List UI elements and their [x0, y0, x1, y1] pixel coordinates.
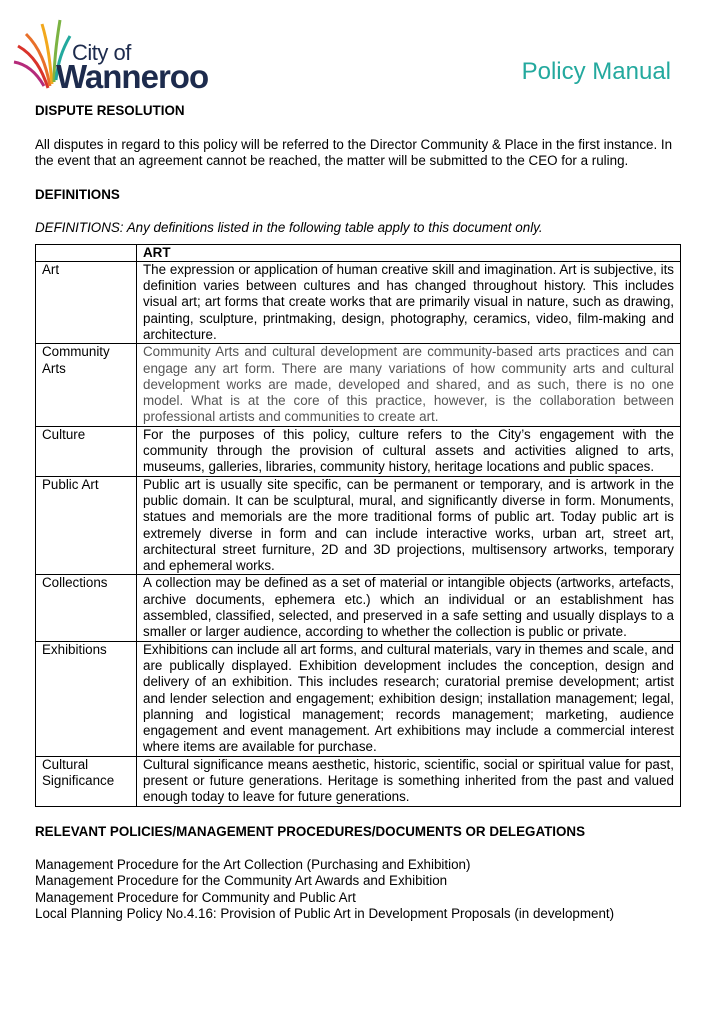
table-row: [36, 575, 681, 641]
term-cell: Collections: [36, 575, 137, 641]
definition-cell: Cultural significance means aesthetic, historic, scientific, social or spiritual value for past, present or future generations. Heritage is something inherited from the past and valued enough today to leave for future generations.: [137, 756, 681, 806]
definitions-intro: DEFINITIONS: Any definitions listed in the following table apply to this document only.: [35, 220, 543, 235]
logo-city-text: City of: [72, 40, 131, 65]
definition-cell: Public art is usually site specific, can be permanent or temporary, and is artwork in the public domain. It can be sculptural, mural, and significantly diverse in form. Monuments, statues and memorials are the more traditional forms of public art. Today public art is extremely diverse in form and can include interactive works, urban art, street art, architectural street furniture, 2D and 3D projections, multisensory artworks, temporary and ephemeral works.: [137, 476, 681, 575]
table-header: ART: [137, 244, 681, 261]
definition-cell: Community Arts and cultural development are community-based arts practices and can engage any art form. There are many variations of how community arts and cultural development works are made, developed and shared, and as such, there is no one model. What is at the core of this practice, however, is the collaboration between professional artists and communities to create art.: [137, 344, 681, 426]
relevant-item: Management Procedure for the Community Art Awards and Exhibition: [35, 873, 448, 889]
definition-cell: The expression or application of human creative skill and imagination. Art is subjective, its definition varies between cultures and has changed throughout history. This includes visual art; art forms that create works that are primarily visual in nature, such as drawing, painting, sculpture, printmaking, design, photography, ceramics, video, film-making and architecture.: [137, 261, 681, 343]
table-row: [36, 426, 681, 476]
document-body: [35, 103, 681, 922]
relevant-list: [35, 857, 681, 922]
table-row: [36, 344, 681, 426]
relevant-heading: RELEVANT POLICIES/MANAGEMENT PROCEDURES/DOCUMENTS OR DELEGATIONS: [35, 823, 586, 839]
definition-cell: A collection may be defined as a set of material or intangible objects (artworks, artefacts, archive documents, ephemera etc.) which an individual or an establishment has assembled, classified, selected, and preserved in a safe setting and usually displays to a smaller or larger audience, according to whether the collection is public or private.: [137, 575, 681, 641]
term-cell: Cultural Significance: [36, 756, 137, 806]
table-row: [36, 756, 681, 806]
relevant-item: Management Procedure for the Art Collection (Purchasing and Exhibition): [35, 857, 471, 873]
dispute-text: All disputes in regard to this policy will be referred to the Director Community & Place in the first instance. In the event that an agreement cannot be reached, the matter will be submitted to the CEO for a ruling.: [35, 136, 673, 168]
term-cell: Public Art: [36, 476, 137, 575]
definitions-table: [35, 244, 681, 807]
table-row: [36, 476, 681, 575]
term-cell: Community Arts: [36, 344, 137, 426]
dispute-heading: DISPUTE RESOLUTION: [35, 103, 185, 118]
table-header-row: [36, 244, 681, 261]
term-cell: Culture: [36, 426, 137, 476]
table-row: [36, 261, 681, 343]
term-cell: Exhibitions: [36, 641, 137, 756]
term-cell: Art: [36, 261, 137, 343]
definition-cell: Exhibitions can include all art forms, and cultural materials, vary in themes and scale, and are publically displayed. Exhibition development includes the conception, design and delivery of an exhibition. This includes research; curatorial premise development; artist and lender selection and engagement; exhibition design; installation management; legal, planning and logistical management; records management; marketing, audience engagement and event management. Art exhibitions may include a commercial interest where items are available for purchase.: [137, 641, 681, 756]
manual-title: Policy Manual: [521, 58, 671, 85]
relevant-item: Management Procedure for Community and Public Art: [35, 889, 356, 905]
city-logo: [12, 10, 232, 95]
definitions-heading: DEFINITIONS: [35, 186, 120, 202]
definition-cell: For the purposes of this policy, culture refers to the City’s engagement with the community through the provision of cultural assets and activities aligned to arts, museums, galleries, libraries, community history, heritage locations and public spaces.: [137, 426, 681, 476]
relevant-item: Local Planning Policy No.4.16: Provision of Public Art in Development Proposals (in development): [35, 905, 615, 921]
logo-name-text: Wanneroo: [56, 58, 209, 95]
table-row: [36, 641, 681, 756]
